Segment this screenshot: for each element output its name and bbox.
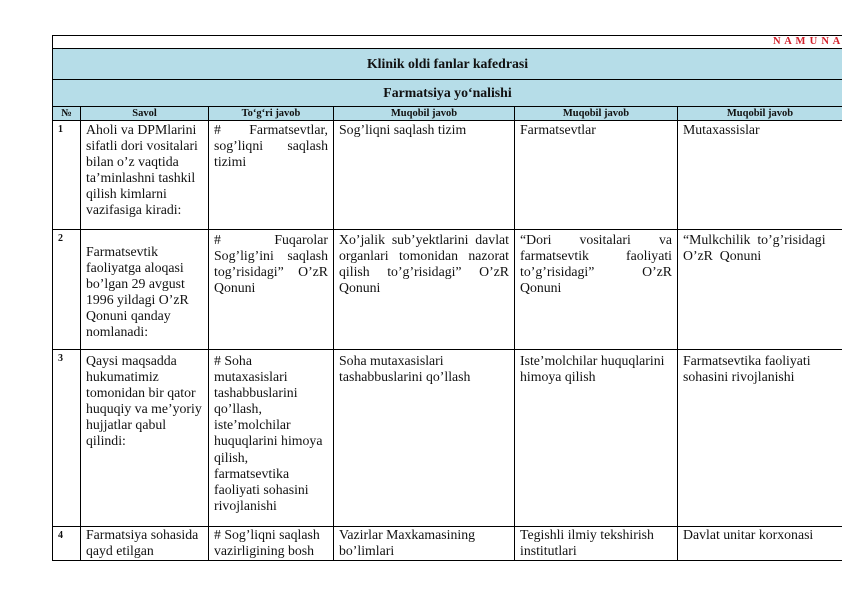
- question-line: 1996 yildagi O’zR: [86, 292, 189, 308]
- column-header-correct-answer: To‘g‘ri javob: [209, 107, 334, 121]
- question-number: 3: [53, 350, 81, 527]
- column-header-question: Savol: [81, 107, 209, 121]
- alternative-answer-line: Vazirlar Maxkamasining: [339, 527, 476, 542]
- alternative-answer-cell: [678, 527, 842, 561]
- correct-answer-cell: [209, 527, 334, 561]
- question-line: qilindi:: [86, 433, 126, 449]
- column-header-alternative-answer-2: Muqobil javob: [515, 107, 678, 121]
- correct-answer-cell: [209, 230, 334, 350]
- question-line: bo’lgan 29 avgust: [86, 276, 185, 292]
- alternative-answer-line: Qonuni: [339, 280, 381, 296]
- alternative-answer-cell: [334, 350, 515, 527]
- question-line: qayd etilgan: [86, 543, 154, 559]
- question-line: sifatli dori vositalari: [86, 138, 198, 154]
- alternative-answer-line: Tegishli ilmiy tekshirish: [520, 527, 654, 542]
- question-line: ta’minlashni tashkil: [86, 170, 196, 186]
- question-line: Aholi va DPMlarini: [86, 122, 197, 137]
- alternative-answer-cell: [334, 527, 515, 561]
- correct-answer-line: Sog’lig’ini saqlash: [214, 248, 328, 264]
- alternative-answer-line: organlari tomonidan nazorat: [339, 248, 509, 264]
- alternative-answer-line: tashabbuslarini qo’llash: [339, 369, 471, 385]
- correct-answer-line: huquqlarini himoya: [214, 433, 323, 449]
- question-line: nomlanadi:: [86, 324, 149, 340]
- alternative-answer-cell: [334, 230, 515, 350]
- alternative-answer-line: Qonuni: [520, 280, 562, 296]
- correct-answer-line: tizimi: [214, 154, 247, 170]
- alternative-answer-line: himoya qilish: [520, 369, 596, 385]
- question-line: vazifasiga kiradi:: [86, 202, 182, 218]
- correct-answer-line: Qonuni: [214, 280, 256, 296]
- correct-answer-line: qo’llash,: [214, 401, 262, 417]
- question-cell: [81, 121, 209, 230]
- correct-answer-line: # Soha: [214, 353, 252, 368]
- alternative-answer-line: Soha mutaxasislari: [339, 353, 444, 368]
- correct-answer-line: iste’molchilar: [214, 417, 291, 433]
- alternative-answer-line: Davlat unitar korxonasi: [683, 527, 814, 542]
- question-line: Farmatsiya sohasida: [86, 527, 199, 542]
- correct-answer-line: tog’risidagi” O’zR: [214, 264, 328, 280]
- correct-answer-line: rivojlanishi: [214, 497, 277, 513]
- correct-answer-line: tashabbuslarini: [214, 385, 298, 401]
- alternative-answer-line: bo’limlari: [339, 543, 395, 559]
- question-number: 2: [53, 230, 81, 350]
- alternative-answer-line: qilish to’g’risidagi” O’zR: [339, 264, 509, 280]
- question-line: faoliyatga aloqasi: [86, 260, 184, 276]
- correct-answer-line: # Sog’liqni saqlash: [214, 527, 320, 542]
- correct-answer-line: mutaxasislari: [214, 369, 288, 385]
- alternative-answer-line: sohasini rivojlanishi: [683, 369, 795, 385]
- column-header-alternative-answer-3: Muqobil javob: [678, 107, 842, 121]
- alternative-answer-cell: [678, 230, 842, 350]
- alternative-answer-cell: [515, 230, 678, 350]
- question-number: 1: [53, 121, 81, 230]
- column-header-number: №: [53, 107, 81, 121]
- alternative-answer-cell: [515, 121, 678, 230]
- alternative-answer-line: to’g’risidagi” O’zR: [520, 264, 672, 280]
- alternative-answer-line: Xo’jalik sub’yektlarini davlat: [339, 232, 509, 247]
- correct-answer-line: farmatsevtika: [214, 465, 290, 481]
- alternative-answer-cell: [678, 350, 842, 527]
- correct-answer-line: # Farmatsevtlar,: [214, 122, 328, 137]
- alternative-answer-line: “Dori vositalari va: [520, 232, 672, 247]
- alternative-answer-line: Iste’molchilar huquqlarini: [520, 353, 665, 368]
- question-cell: [81, 230, 209, 350]
- stamp-label: N A M U N A: [53, 36, 842, 49]
- alternative-answer-cell: [334, 121, 515, 230]
- question-line: qilish kimlarni: [86, 186, 167, 202]
- department-title: Klinik oldi fanlar kafedrasi: [53, 49, 842, 80]
- alternative-answer-cell: [515, 527, 678, 561]
- question-line: Qonuni qanday: [86, 308, 171, 324]
- question-cell: [81, 350, 209, 527]
- correct-answer-line: sog’liqni saqlash: [214, 138, 328, 154]
- alternative-answer-line: Mutaxassislar: [683, 122, 760, 137]
- alternative-answer-line: Farmatsevtika faoliyati: [683, 353, 811, 368]
- test-table: [52, 35, 842, 561]
- alternative-answer-line: Farmatsevtlar: [520, 122, 596, 137]
- alternative-answer-line: institutlari: [520, 543, 577, 559]
- alternative-answer-line: Sog’liqni saqlash tizim: [339, 122, 467, 137]
- correct-answer-cell: [209, 121, 334, 230]
- question-line: hukumatimiz: [86, 369, 159, 385]
- correct-answer-line: qilish,: [214, 449, 249, 465]
- direction-title: Farmatsiya yo‘nalishi: [53, 80, 842, 107]
- question-line: tomonidan bir qator: [86, 385, 196, 401]
- alternative-answer-cell: [678, 121, 842, 230]
- correct-answer-line: # Fuqarolar: [214, 232, 328, 247]
- question-line: Farmatsevtik: [86, 244, 159, 259]
- question-line: bilan o’z vaqtida: [86, 154, 179, 170]
- alternative-answer-line: “Mulkchilik to’g’risidagi: [683, 232, 826, 247]
- correct-answer-line: vazirligining bosh: [214, 543, 315, 559]
- column-header-alternative-answer-1: Muqobil javob: [334, 107, 515, 121]
- alternative-answer-line: O’zR Qonuni: [683, 248, 762, 264]
- question-number: 4: [53, 527, 81, 561]
- alternative-answer-line: farmatsevtik faoliyati: [520, 248, 672, 264]
- question-line: huquqiy va me’yoriy: [86, 401, 202, 417]
- correct-answer-cell: [209, 350, 334, 527]
- alternative-answer-cell: [515, 350, 678, 527]
- question-line: hujjatlar qabul: [86, 417, 167, 433]
- correct-answer-line: faoliyati sohasini: [214, 481, 309, 497]
- question-cell: [81, 527, 209, 561]
- question-line: Qaysi maqsadda: [86, 353, 177, 368]
